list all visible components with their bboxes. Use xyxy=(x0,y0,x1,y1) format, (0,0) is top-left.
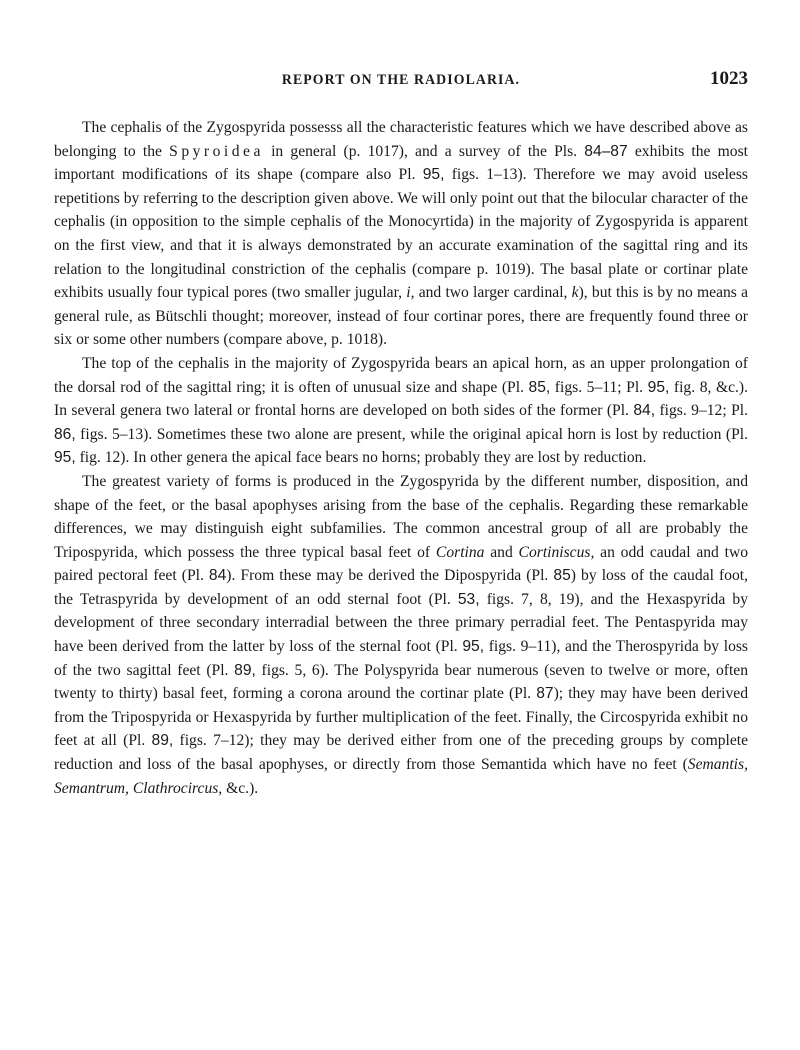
plate-ref: 53, xyxy=(457,590,480,608)
text-run: ), but this is by no means a general rule, as Bütschli thought; moreover, instead of four cortinar pores, there are frequently found three or six or some other numbers (compare above, p. 1018). xyxy=(54,284,748,349)
italic-term: Cortiniscus, xyxy=(518,543,595,561)
running-header xyxy=(54,68,748,96)
plate-ref: 84, xyxy=(633,402,656,420)
text-run: ); they may have been derived from the Tripospyrida or Hexaspyrida by further multiplication of the feet. Finally, the Circospyrida exhibit no feet at all (Pl. xyxy=(54,685,748,750)
text-run: figs. 5–13). Sometimes these two alone are present, while the original apical horn is lost by reduction (Pl. xyxy=(75,425,748,443)
plate-ref: 95, xyxy=(422,166,445,184)
plate-ref: 85 xyxy=(553,567,571,585)
text-run: fig. 12). In other genera the apical face bears no horns; probably they are lost by reduction. xyxy=(75,449,647,467)
plate-ref: 87 xyxy=(536,685,554,703)
text-run: ) by loss of the caudal foot, the Tetraspyrida by development of an odd sternal foot (Pl. xyxy=(54,567,748,608)
italic-term: Semantis, Semantrum, Clathrocircus, xyxy=(54,756,748,797)
plate-ref: 95, xyxy=(647,378,670,396)
text-run: figs. 9–12; Pl. xyxy=(655,402,748,420)
text-run: figs. 5–11; Pl. xyxy=(550,378,648,396)
text-run: figs. 7–12); they may be derived either from one of the preceding groups by complete reduction and loss of the basal apophyses, or directly from those Semantida which have no feet ( xyxy=(54,732,748,774)
page-number: 1023 xyxy=(710,68,748,89)
text-run: The top of the cephalis in the majority of Zygospyrida bears an apical horn, as an upper prolongation of the dorsal rod of the sagittal ring; it is often of unusual size and shape (Pl. xyxy=(54,354,748,396)
text-run: and two larger cardinal, xyxy=(414,284,572,302)
text-run: figs. 5, 6). The Polyspyrida bear numerous (seven to twelve or more, often twenty to thirty) basal feet, forming a corona around the cortinar plate (Pl. xyxy=(54,661,748,703)
plate-ref: 84–87 xyxy=(584,142,628,160)
italic-term: Cortina xyxy=(435,543,485,561)
text-run: ). From these may be derived the Dipospyrida (Pl. xyxy=(226,567,554,585)
italic-term: k xyxy=(571,284,579,302)
text-run: figs. 9–11), and the Therospyrida by loss of the two sagittal feet (Pl. xyxy=(54,638,748,679)
plate-ref: 89, xyxy=(234,661,256,679)
text-run: figs. 1–13). Therefore we may avoid useless repetitions by referring to the description given above. We will only point out that the bilocular character of the cephalis (in opposition to the simple cephalis of the Monocyrtida) in the majority of Zygospyrida is apparent on the first view, and that it is always demonstrated by an accurate examination of the sagittal ring and its relation to the longitudinal constriction of the cephalis (compare p. 1019). The basal plate or cortinar plate exhibits usually four typical pores (two smaller jugular, xyxy=(54,166,748,302)
spaced-term: Spyroidea xyxy=(169,142,264,160)
text-run: fig. 8, &c.). In several genera two lateral or frontal horns are developed on both sides of the former (Pl. xyxy=(54,378,749,420)
text-run: in general (p. 1017), and a survey of the Pls. xyxy=(263,142,585,160)
plate-ref: 95, xyxy=(54,449,76,467)
text-run: figs. 7, 8, 19), and the Hexaspyrida by development of three secondary interradial between the three primary perradial feet. The Pentaspyrida may have been derived from the latter by loss of the sternal foot (Pl. xyxy=(54,590,748,656)
plate-ref: 89, xyxy=(151,732,174,750)
text-run: &c.). xyxy=(222,779,259,797)
plate-ref: 86, xyxy=(54,425,76,443)
running-title: REPORT ON THE RADIOLARIA. xyxy=(281,72,521,88)
paragraph-feet-variety xyxy=(54,470,748,800)
body-text xyxy=(54,116,748,800)
text-run: an odd caudal and two paired pectoral feet (Pl. xyxy=(54,543,749,585)
text-run: and xyxy=(484,543,519,561)
text-run: The cephalis of the Zygospyrida possesss all the characteristic features which we have described above as belonging to the xyxy=(54,119,748,160)
text-run: The greatest variety of forms is produced in the Zygospyrida by the different number, disposition, and shape of the feet, or the basal apophyses arising from the base of the cephalis. Regarding these remarkable differences, we may distinguish eight subfamilies. The common ancestral group of all are probably the Tripospyrida, which possess the three typical basal feet of xyxy=(54,472,748,561)
text-run: exhibits the most important modifications of its shape (compare also Pl. xyxy=(54,142,749,184)
paragraph-cephalis xyxy=(54,116,748,352)
plate-ref: 85, xyxy=(528,378,551,396)
italic-term: i, xyxy=(406,284,415,302)
plate-ref: 84 xyxy=(208,567,227,585)
plate-ref: 95, xyxy=(462,638,485,656)
paragraph-apical-horn xyxy=(54,352,748,470)
